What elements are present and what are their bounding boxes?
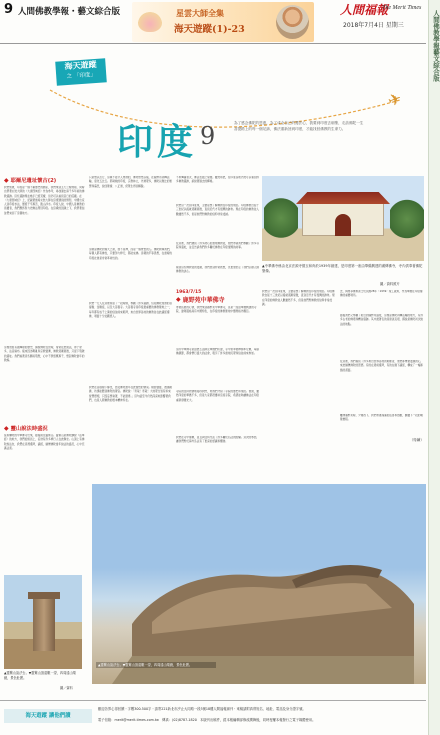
master-portrait bbox=[276, 5, 309, 39]
tag-line2: 之 「印度」 bbox=[66, 71, 97, 81]
heading-1 bbox=[4, 176, 86, 184]
col4-heading bbox=[176, 295, 260, 304]
publisher-logo: 人間福報 bbox=[340, 3, 389, 17]
col5-para4: 離開鹿野苑時，夕陽西下，我們帶著滿滿的法喜和感動，繼續下一段的朝聖旅程。 bbox=[340, 414, 423, 422]
rock-outcrop bbox=[92, 484, 426, 684]
rock-photo-caption: ▲靈鷲山說法台。▼靈鷲山頂遠眺一望，四周遠山環繞，景色壯麗。 bbox=[96, 662, 216, 668]
heading-1-text: 耶爾尼遺址懷古(2) bbox=[10, 178, 57, 184]
heading-2-text: 靈山說法時盛況 bbox=[10, 426, 48, 432]
col2-para4: 我們在菩提樹下靜坐，感受佛陀當年在此證悟的情景。樹影婆娑，微風輕拂，彷彿能聽到佛陀的聲音。佛陀說：「奇哉！奇哉！大地眾生皆有如來智慧德相，只因妄想執著，不能證得。」這句話至今仍然深深地影響著我們，也是人間佛教的根本精神所在。 bbox=[89, 386, 172, 402]
temple-tree-left bbox=[264, 196, 298, 240]
col5b-text: 我們這一次到印度來，主要是想了解佛教在印度的現況。印度佛教自從十三世紀以後就逐漸衰微，直到近代才有復興的跡象。現在印度的佛教徒人數雖然不多，但是他們對佛教的信仰非常虔誠。 bbox=[262, 290, 335, 306]
ruin-top bbox=[28, 592, 60, 599]
temple-roof bbox=[296, 192, 390, 204]
temple-photo bbox=[262, 176, 424, 261]
arrow-icon: ◆ bbox=[176, 296, 181, 303]
footer bbox=[0, 700, 426, 733]
col2-para2: 這就是佛陀的偉大之處，他不是神，而是一個覺悟的人。佛陀教導我們，每個人都有佛性，只要努力修行，都能成佛。這樣的平等思想，在當時的印度社會是非常革命性的。 bbox=[89, 248, 172, 260]
main-title: 印度 bbox=[117, 121, 198, 163]
col1-para2: 這裡曾經有過輝煌的歷史，據說佛陀在世時，常常在此說法，弟子眾多，法音遍布。後來因為戰亂和宗教變遷，佛教逐漸衰微，只留下殘破的遺址。我們看著這些斷垣殘壁，心中不禁感慨萬千，想起佛陀當年的教誨。 bbox=[4, 346, 85, 362]
col5-para3: 在這裡，我們看到了許多來自世界各地的朝聖者，他們都懷著虔誠的心，來此緬懷佛陀的恩德。有的在塔前禮拜，有的在樹下誦經，構成了一幅和諧的畫面。 bbox=[340, 360, 423, 372]
col1-photo-caption: ▲靈鷲山說法台。▼靈鷲山頂遠眺一望，四周遠山環繞，景色壯麗。 bbox=[4, 671, 76, 680]
col1-photo-credit: 圖／資料 bbox=[60, 686, 73, 690]
col1-para3: 從那爛陀的中華佛寺出來，隨後前往靈鷲山。靈鷲山是佛陀講說《法華經》的地方，我們拾級而上，沿途有許多修行人在此靜坐。山頂上有佛陀說法台，我們在這裡禮拜，誦經，緬懷佛陀當年說法的盛況，心中充滿法喜。 bbox=[4, 434, 85, 450]
temple-tree-right bbox=[390, 198, 424, 240]
col2-para1: 只是想以苦行，這樣不能令人得道的，佛陀覺悟以後，在鹿野苑初轉法輪，度化五比丘。那時候的印度，宗教林立，外道眾多，佛陀以無比的智慧和慈悲，說四聖諦、八正道，使眾生得到解脫。 bbox=[89, 176, 172, 188]
ruin-pillar bbox=[33, 597, 55, 651]
col4-heading-date: 1963/7/15 bbox=[176, 290, 202, 295]
temple-photo-caption: ▲中華佛寺係由北京法源寺德玉和尚於1939年創建，是印度第一座由華僑興建的漢傳佛寺，寺內供奉著佛陀聖像。 bbox=[262, 264, 423, 273]
heading-2 bbox=[4, 424, 86, 432]
rock-photo bbox=[92, 484, 426, 684]
column-4 bbox=[176, 290, 260, 490]
section-title: 人間佛教學報・藝文綜合版 bbox=[18, 7, 121, 17]
page-number: 9 bbox=[4, 2, 14, 17]
tag-line1: 海天遊蹤 bbox=[64, 59, 97, 72]
footer-label: 海天遊蹤 讓他們讀 bbox=[4, 709, 92, 723]
side-tab-text: 人間佛教學報藝文綜合版 bbox=[432, 10, 440, 82]
temple-photo-credit: 圖／資料照片 bbox=[380, 282, 400, 286]
rock-shadow bbox=[112, 656, 414, 684]
col3-para3: 在這裡，我們遇到了許多熱心的當地佛教徒，他們帶領我們參觀了許多寺院和遺址，並且告訴我們許多關於佛教在印度復興的故事。 bbox=[176, 242, 259, 250]
series-subtitle: 海天遊蹤(1)-23 bbox=[174, 24, 245, 35]
header-band bbox=[0, 44, 426, 184]
col5-para1: 去，終得享佛來善士於民國28年（1939）竣工啟用，作為華僑在印度禮佛的重要場所。 bbox=[340, 290, 423, 298]
ruin-photo bbox=[4, 575, 82, 669]
publisher-english: The Merit Times bbox=[382, 5, 422, 11]
footer-line2: 電子信箱：merit@merit-times.com.tw 傳真：(02)8787-1820 本版刊出稿件，經本報編輯部修改潤飾後，同時授權本報發行之電子媒體使用。 bbox=[98, 718, 316, 722]
side-tab bbox=[428, 0, 440, 735]
lotus-decoration bbox=[138, 12, 162, 32]
col3-para2: 我們這一次到印度來，主要是想了解佛教在印度的現況。印度佛教自從十三世紀以後就逐漸衰微，直到近代才有復興的跡象。現在印度的佛教徒人數雖然不多，但是他們對佛教的信仰非常虔誠。 bbox=[176, 204, 259, 216]
arrow-icon: ◆ bbox=[4, 424, 9, 432]
title-number: 9 bbox=[200, 122, 216, 150]
col4-heading-text: 鹿野苑中華佛寺 bbox=[182, 297, 225, 304]
series-banner bbox=[132, 2, 314, 42]
issue-date: 2018年7月4日 星期三 bbox=[343, 22, 404, 29]
col1-para1: 我們知道，印度是一個不重歷史的國家，我們來到五天竺聖地前，同時也帶著玄奘大師的《大唐西域記》作為參考，尋找過去兩千多年前的佛教遺跡。這些遺跡現在幾乎已經荒廢，但仍可以看到昔日的莊嚴。在《大唐西域記》上，記載著當時玄奘大師在這裡遇到的情形，中國出家人到印度求法，歷經千辛萬苦，跋山涉水。印度人說，中國人是佛教的延續者，我們應該努力把佛法帶回印度。在這樣的因緣之下，我帶著信徒們來到了這個地方。 bbox=[4, 186, 85, 215]
arrow-icon: ◆ bbox=[4, 176, 9, 184]
masthead bbox=[0, 0, 426, 44]
col3-para4: 看到這些佛教徒的虔誠，我們感到非常欣慰，也更加堅定了我們弘揚人間佛教的決心。 bbox=[176, 266, 259, 274]
airplane-icon: ✈ bbox=[385, 88, 405, 111]
footer-line1: 歡迎各界心得回饋・字數300-500字・請寄221新北市汐止大同路一段3號18樓人間福報副刊・來稿請附真實姓名、地址、電話及身分證字號。 bbox=[98, 707, 306, 711]
col4-para3: 寺院的住持熱情地接待我們，向我們介紹了寺院的歷史和現況。他說，雖然印度的華僑不多，但是大家都很護持這座寺院，希望能夠讓佛法在印度重新發揚光大。 bbox=[176, 390, 259, 402]
temple-door bbox=[335, 214, 351, 236]
column-5b bbox=[262, 290, 336, 490]
col4-para1: 帶著拓展的心情，我們來到鹿野苑中華佛寺，這是一座由華僑興建的寺院，建築風格具有中國特色，在印度的佛教聖地中顯得格外醒目。 bbox=[176, 306, 257, 314]
col2-para3: 我們一行人在這裡停留了一段時間，參觀了許多遺跡，包括佛陀成道的菩提樹、金剛座，以及大菩提寺。大菩提寺是印度最重要的佛教聖地之一，每年都有成千上萬的信徒前來朝拜，來自世界各地的佛教徒在此誦經禮佛，場面十分壯觀感人。 bbox=[89, 302, 172, 318]
column-5 bbox=[340, 290, 424, 490]
column-3 bbox=[176, 176, 260, 286]
intro-text: 為了感念佛陀的恩惠，為了成全自己的護法心，我要到印度去朝聖，走訪佛陀一生菩提路上的每一個足跡，佛法重新回到印度，才能找回佛教的生命力。 bbox=[234, 121, 364, 132]
col4-para4: 我們在寺中禮佛，並且與住持交流了許多關於弘法的經驗。這次的參訪，讓我們對於海外弘法有了更深的認識和體會。 bbox=[176, 436, 259, 444]
col3-para1: 不再傳滿香火，佛法也隨之衰微。雖然如此，在印度各地仍然可以看到許多佛教遺跡，訴說著過去的輝煌。 bbox=[176, 176, 259, 184]
col5-para2: 隨後我們又參觀了附近的鹿野苑遺址，這裡是佛陀初轉法輪的地方，有許多古老的佛塔和精舍遺跡。其中最著名的是達美克塔，據說是佛陀初次說法的地點。 bbox=[340, 314, 423, 326]
series-title: 星雲大師全集 bbox=[176, 8, 224, 18]
col4-para2: 這所中華佛寺是由德玉法師及華僑們所建，寺中供奉著釋迦牟尼佛，每逢佛誕節，都會舉行盛大的法會，吸引了許多當地民眾和信徒前來參加。 bbox=[176, 348, 259, 356]
end-mark: （待續） bbox=[409, 438, 424, 442]
